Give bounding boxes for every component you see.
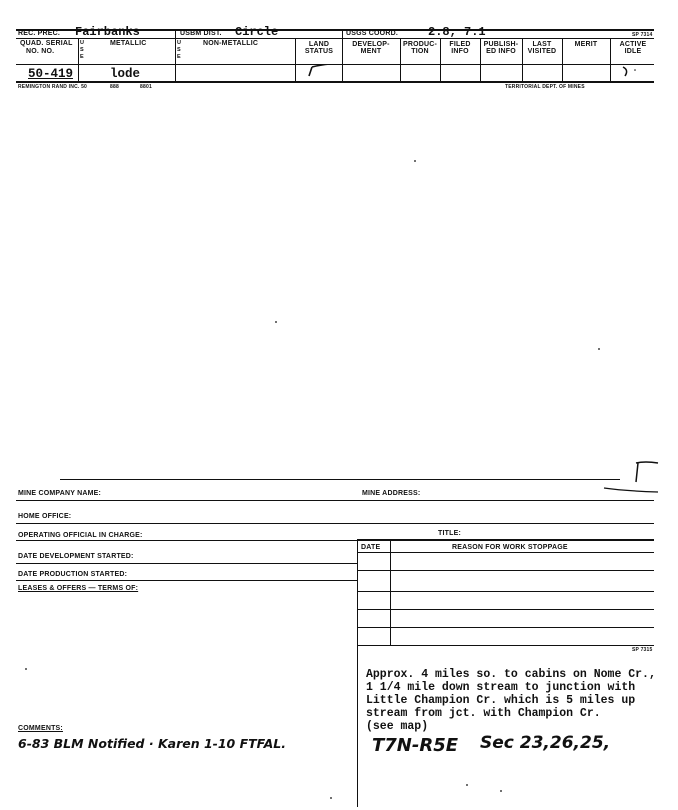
speck — [598, 348, 600, 350]
note-line: Little Champion Cr. which is 5 miles up — [366, 694, 636, 707]
usgs-coord-value: 2.8, 7.1 — [428, 25, 486, 39]
development-label: DEVELOP-MENT — [352, 41, 390, 55]
quad-serial-label: QUAD. SERIAL — [20, 40, 73, 47]
home-office-label: HOME OFFICE: — [18, 513, 72, 520]
form-code-bottom: SP 7315 — [632, 647, 653, 653]
production-label: PRODUC-TION — [402, 41, 438, 55]
title-label: TITLE: — [438, 530, 461, 537]
speck — [25, 668, 27, 670]
mine-address-label: MINE ADDRESS: — [362, 490, 421, 497]
note-line: stream from jct. with Champion Cr. — [366, 707, 601, 720]
date-column-header: DATE — [361, 544, 381, 551]
published-info-label: PUBLISH-ED INFO — [483, 41, 519, 55]
non-metallic-label: NON-METALLIC — [203, 40, 259, 47]
handwritten-sections: Sec 23,26,25, — [480, 733, 611, 753]
metallic-label: METALLIC — [110, 40, 147, 47]
comments-label: COMMENTS: — [18, 725, 63, 732]
usbm-dist-label: USBM DIST. — [180, 30, 222, 37]
land-status-checkmark — [305, 64, 335, 78]
reason-column-header: REASON FOR WORK STOPPAGE — [452, 544, 568, 551]
merit-label: MERIT — [574, 41, 598, 48]
filed-info-label: FILED INFO — [449, 41, 471, 55]
speck — [500, 790, 502, 792]
corner-handwritten-mark — [600, 458, 660, 498]
leases-offers-label: LEASES & OFFERS — TERMS OF: — [18, 585, 139, 592]
usbm-dist-value: Circle — [235, 25, 279, 39]
printer-code-b: 8801 — [140, 84, 152, 90]
speck — [414, 160, 416, 162]
handwritten-comment: 6-83 BLM Notified · Karen 1-10 FTFAL. — [18, 736, 286, 751]
speck — [330, 797, 332, 799]
form-code-top: SP 7314 — [632, 32, 653, 38]
quad-serial-no-label: NO. NO. — [26, 48, 55, 55]
speck — [275, 321, 277, 323]
date-production-label: DATE PRODUCTION STARTED: — [18, 571, 128, 578]
mine-company-name-label: MINE COMPANY NAME: — [18, 490, 102, 497]
usgs-coord-label: USGS COORD. — [346, 30, 398, 37]
rec-prec-value: Fairbanks — [75, 25, 140, 39]
date-development-label: DATE DEVELOPMENT STARTED: — [18, 553, 134, 560]
last-visited-label: LAST VISITED — [527, 41, 557, 55]
note-line: Approx. 4 miles so. to cabins on Nome Cr., — [366, 668, 656, 681]
territorial-note: TERRITORIAL DEPT. OF MINES — [505, 84, 585, 90]
handwritten-township: T7N-R5E — [372, 735, 459, 756]
printer-code-a: 888 — [110, 84, 119, 90]
use-label-metallic: U S E — [80, 40, 85, 60]
active-idle-mark — [615, 64, 645, 80]
metallic-value: lode — [110, 67, 141, 81]
note-line: (see map) — [366, 720, 429, 733]
location-note — [366, 668, 656, 733]
printer-note: REMINGTON RAND INC. 50 — [18, 84, 88, 90]
active-idle-label: ACTIVE IDLE — [619, 41, 647, 55]
use-label-nonmetallic: U S E — [177, 40, 182, 60]
speck — [466, 784, 468, 786]
note-line: 1 1/4 mile down stream to junction with — [366, 681, 636, 694]
rec-prec-label: REC. PREC. — [18, 30, 61, 37]
serial-value: 50-419 — [28, 67, 74, 81]
operating-official-label: OPERATING OFFICIAL IN CHARGE: — [18, 532, 143, 539]
land-status-label: LAND STATUS — [304, 41, 334, 55]
